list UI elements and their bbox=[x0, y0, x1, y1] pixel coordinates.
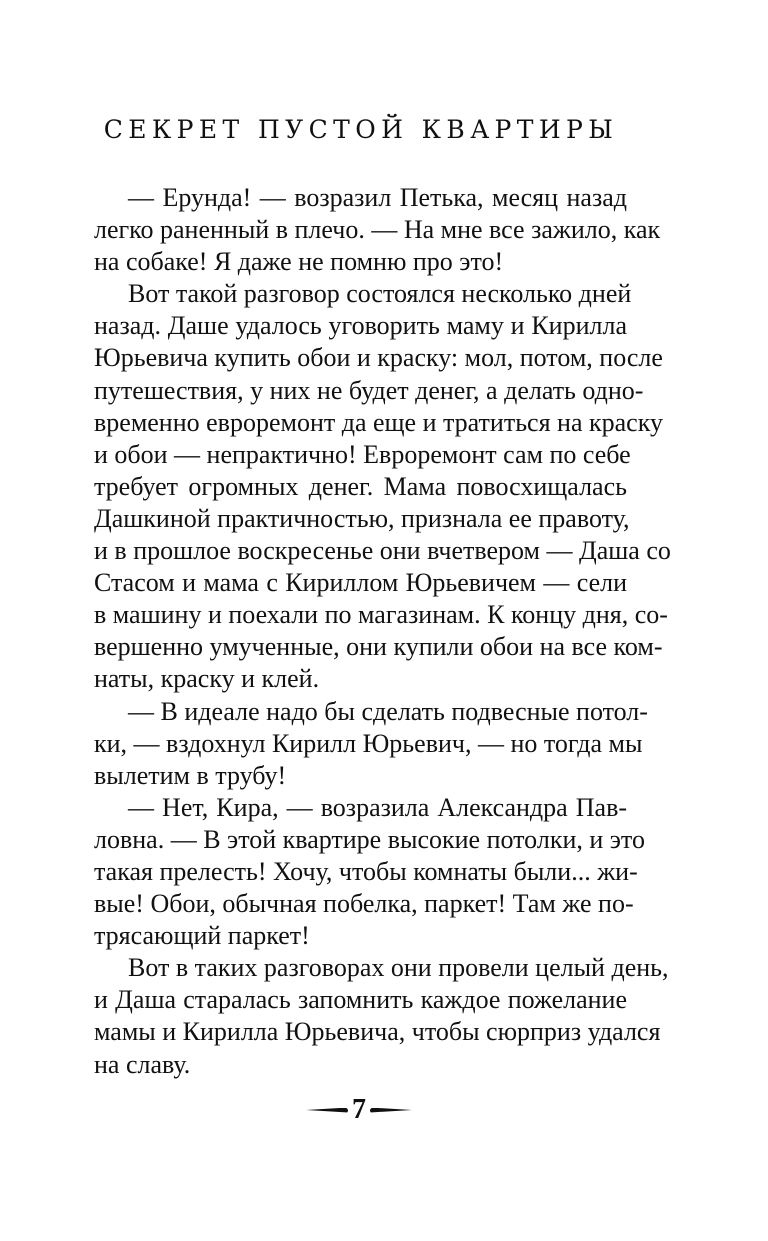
text-line: ки, — вздохнул Кирилл Юрьевич, — но тогда мы bbox=[94, 728, 643, 758]
page-number: 7 bbox=[352, 1094, 366, 1125]
text-line: временно евроремонт да еще и тратиться на краску bbox=[94, 407, 663, 437]
running-head: СЕКРЕТ ПУСТОЙ КВАРТИРЫ bbox=[103, 115, 619, 144]
text-line: вершенно умученные, они купили обои на все ком- bbox=[94, 632, 663, 662]
page-text bbox=[94, 182, 671, 1081]
text-line: и обои — непрактично! Евроремонт сам по себе bbox=[94, 439, 631, 469]
text-line: трясающий паркет! bbox=[94, 921, 310, 951]
text-line: Вот в таких разговорах они провели целый день, bbox=[128, 953, 669, 983]
text-line: мамы и Кирилла Юрьевича, чтобы сюрприз удался bbox=[94, 1017, 661, 1047]
text-line: ловна. — В этой квартире высокие потолки, и это bbox=[94, 824, 645, 854]
text-line: вылетим в трубу! bbox=[94, 760, 287, 790]
text-line: на собаке! Я даже не помню про это! bbox=[94, 247, 504, 277]
text-line: и Даша старалась запомнить каждое пожелание bbox=[94, 985, 627, 1015]
text-line: Стасом и мама с Кириллом Юрьевичем — сели bbox=[94, 568, 627, 598]
text-line: такая прелесть! Хочу, чтобы комнаты были... жи- bbox=[94, 856, 638, 886]
text-line: Дашкиной практичностью, признала ее правоту, bbox=[94, 503, 630, 533]
right-ornament-rule bbox=[370, 1108, 412, 1113]
text-line: Вот такой разговор состоялся несколько дней bbox=[128, 279, 632, 309]
left-ornament-rule bbox=[306, 1108, 348, 1113]
text-line: — Ерунда! — возразил Петька, месяц назад bbox=[128, 183, 627, 212]
text-line: легко раненный в плечо. — На мне все зажило, как bbox=[94, 215, 661, 245]
text-line: вые! Обои, обычная побелка, паркет! Там же по- bbox=[94, 889, 634, 919]
text-line: назад. Даше удалось уговорить маму и Кирилла bbox=[94, 311, 627, 341]
text-line: путешествия, у них не будет денег, а делать одно- bbox=[94, 375, 644, 405]
text-line: в машину и поехали по магазинам. К концу дня, со- bbox=[94, 600, 668, 630]
text-line: на славу. bbox=[94, 1049, 191, 1079]
text-line: и в прошлое воскресенье они вчетвером — Даша со bbox=[94, 536, 671, 566]
page-footer bbox=[306, 1090, 412, 1130]
text-line: — В идеале надо бы сделать подвесные потол- bbox=[128, 696, 648, 726]
text-line: Юрьевича купить обои и краску: мол, потом, после bbox=[94, 343, 663, 373]
text-line: требует огромных денег. Мама повосхищалась bbox=[94, 471, 627, 501]
text-line: — Нет, Кира, — возразила Александра Пав- bbox=[128, 792, 627, 822]
text-line: наты, краску и клей. bbox=[94, 664, 320, 694]
